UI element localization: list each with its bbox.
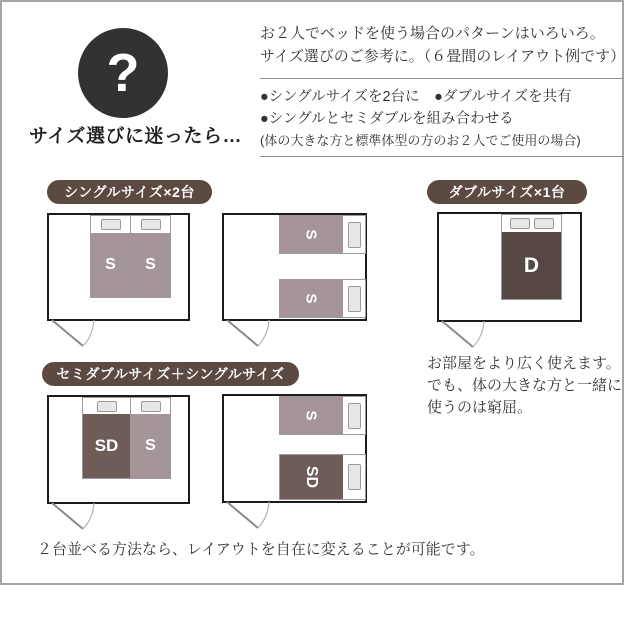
bed-size-label: D [523, 253, 540, 277]
pillow-icon [348, 222, 361, 248]
floorplan-two-singles-side [47, 213, 190, 321]
mattress-semi-double [280, 455, 343, 499]
pillow-icon [141, 219, 161, 230]
question-circle-icon [78, 28, 168, 118]
door-swing-icon [225, 501, 275, 531]
bed-size-label: S [302, 293, 320, 304]
double-note-line-2: でも、体の大きな方と一緒に [427, 377, 623, 394]
divider-bottom [260, 156, 624, 157]
bed-size-label: S [145, 437, 156, 454]
single-bed [130, 215, 171, 298]
pillow-icon [348, 286, 361, 312]
mattress-semi-double [83, 414, 130, 478]
floorplan-semidouble-single-apart [222, 394, 367, 503]
semi-double-bed [82, 397, 131, 479]
pillow-icon [510, 218, 530, 229]
pattern-bullet-list [260, 86, 625, 152]
layout-flexibility-note: ２台並べる方法なら、レイアウトを自在に変えることが可能です。 [37, 541, 485, 558]
door-swing-icon [225, 319, 275, 349]
door-swing-icon [50, 502, 100, 532]
pillow-icon [534, 218, 554, 229]
bed-size-label: S [105, 256, 116, 273]
pillow-icon [348, 403, 361, 429]
floorplan-two-singles-apart [222, 213, 367, 321]
label-semidouble-plus-single: セミダブルサイズ＋シングルサイズ [42, 362, 299, 386]
single-bed [279, 215, 366, 254]
bed-size-label: S [302, 229, 320, 240]
single-bed [90, 215, 131, 298]
mattress-single [280, 280, 343, 317]
door-swing-icon [440, 320, 490, 350]
double-note-line-3: 使うのは窮屈。 [427, 399, 533, 416]
double-bed-note [427, 353, 625, 419]
page-title: サイズ選びに迷ったら… [29, 126, 242, 147]
double-note-line-1: お部屋をより広く使えます。 [427, 355, 621, 372]
single-bed [279, 396, 366, 435]
bullet-note: (体の大きな方と標準体型の方のお２人でご使用の場合) [260, 133, 581, 148]
mattress-single [91, 233, 130, 297]
floorplan-double [437, 212, 582, 322]
double-bed [501, 214, 562, 300]
mattress-single [280, 216, 343, 253]
label-single-x2: シングルサイズ×2台 [47, 180, 212, 204]
intro-text [260, 22, 625, 68]
pillow-icon [141, 401, 161, 412]
door-swing-icon [50, 319, 100, 349]
mattress-double [502, 232, 561, 299]
question-mark: ? [106, 43, 140, 103]
divider-top [260, 78, 624, 79]
pillow-icon [101, 219, 121, 230]
pillow-icon [97, 401, 117, 412]
semi-double-bed [279, 454, 366, 500]
bullet-row-2: ●シングルとセミダブルを組み合わせる [260, 111, 514, 127]
mattress-single [280, 397, 343, 434]
single-bed [279, 279, 366, 318]
bed-size-label: S [302, 410, 320, 421]
bed-size-label: SD [303, 465, 321, 489]
pillow-icon [348, 464, 361, 490]
intro-line-1: お２人でベッドを使う場合のパターンはいろいろ。 [260, 25, 605, 42]
label-double-x1: ダブルサイズ×1台 [427, 180, 587, 204]
mattress-single [131, 233, 170, 297]
bed-size-label: S [145, 256, 156, 273]
mattress-single [131, 414, 170, 478]
single-bed [130, 397, 171, 479]
bullet-row-1: ●シングルサイズを2台に ●ダブルサイズを共有 [260, 89, 572, 105]
intro-line-2: サイズ選びのご参考に。（６畳間のレイアウト例です） [260, 48, 625, 65]
floorplan-semidouble-single-side [47, 395, 190, 504]
bed-size-label: SD [94, 436, 119, 455]
